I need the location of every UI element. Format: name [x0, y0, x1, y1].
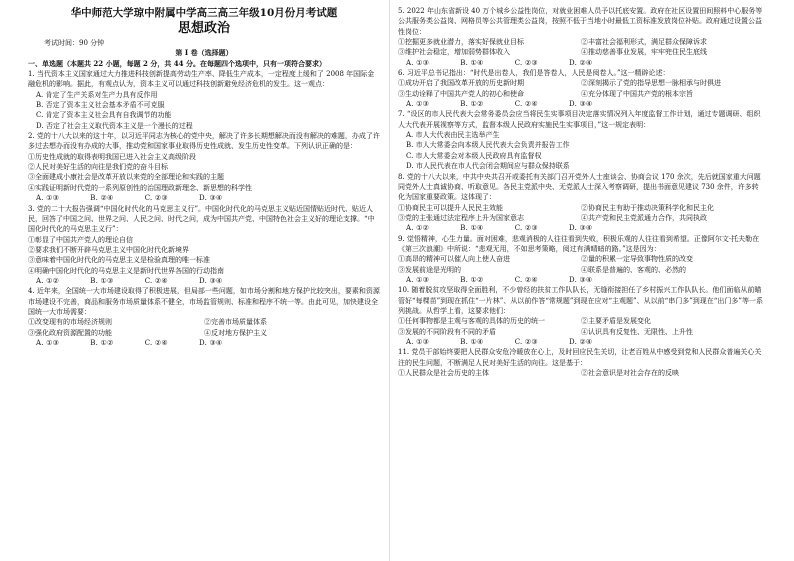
option: D. 市人民代表在市人代会闭会期间应与群众保持联系	[406, 162, 570, 171]
answer-choices	[398, 337, 764, 347]
statement-grid	[398, 368, 764, 378]
choice-a: A. ①②	[406, 224, 430, 233]
statement: ①任何事物都是主观与客观的具体的历史的统一	[398, 317, 545, 326]
statement: ①挖掘更多就业潜力，落实好保就业目标	[398, 38, 524, 47]
statement: ③维护社会稳定，增加弱势群体收入	[398, 48, 510, 57]
question-2	[28, 131, 380, 203]
question-stem: 10. 随着脱贫攻坚取得全面胜利，不少曾经的扶贫工作队队长，无缝衔接担任了乡村振兴工作队队长。他们面临从前瞄管好“每棵苗”到现在抓住“一片林”、从以前作答“常规题”到现在应对“主观题”、从以前“串门多”到现在“出门多”等一系列挑战。从哲学上看，这要求他们：	[398, 286, 763, 315]
statement-grid	[28, 317, 380, 338]
statement: ①高昂的精神可以催人向上使人奋进	[398, 255, 510, 264]
answer-choices	[28, 338, 380, 348]
statement: ④明确中国化时代化的马克思主义是新时代世界各国的行动指南	[28, 266, 224, 275]
statement: ②完善市场质量体系	[204, 318, 267, 327]
choice-a: A. ①③	[406, 58, 430, 67]
choice-d: D. ②④	[569, 58, 593, 67]
choice-b: B. ①④	[460, 338, 484, 346]
statement: ①成功开启了我国改革开放的历史新时期	[398, 79, 524, 88]
choice-b: B. ①②	[90, 338, 114, 347]
answer-choices	[28, 193, 380, 203]
question-10	[398, 285, 764, 347]
question-8	[398, 172, 764, 234]
question-stem: 4. 近年来，全国统一大市场建设取得了积极进展，但局部一些问题，如市场分割和地方保护比较突出，要素和资源市场建设不完善，商品和服务市场质量体系不健全，市场监管规则、标准和程序不统一等。由此可见，加快建设全国统一大市场需要：	[28, 287, 380, 316]
statement: ①人民群众是社会历史的主体	[398, 369, 489, 378]
choice-b: B. ①④	[460, 58, 484, 67]
choice-c: C. ②③	[514, 338, 538, 346]
statement: ③发展的不同阶段有不同的矛盾	[398, 327, 496, 336]
option: A. 肯定了生产关系对生产力具有反作用	[36, 90, 158, 99]
answer-choices	[398, 275, 764, 285]
statement: ②协商民主有助于推动决策科学化和民主化	[581, 203, 714, 212]
statement: ③全面建成小康社会是改革开放以来党的全部理论和实践的主题	[28, 173, 224, 182]
statement: ④认识具有反复性、无限性、上升性	[581, 327, 693, 336]
statement: ③党的主张通过法定程序上升为国家意志	[398, 213, 524, 222]
statement: ②人民对美好生活的向往是我们党的奋斗目标	[28, 163, 168, 172]
choice-c: C. ②④	[514, 100, 538, 109]
statement: ②主要矛盾是发展变化	[581, 317, 651, 326]
choice-b: B. ②④	[90, 194, 114, 203]
option: A. 市人大代表由民主选举产生	[406, 131, 500, 140]
choice-b: B. ①③	[90, 276, 114, 285]
choice-d: D. ③④	[569, 224, 593, 233]
choice-c: C. ②④	[144, 338, 168, 347]
choice-c: C. ②④	[514, 275, 538, 284]
choice-d: D. ③④	[569, 100, 593, 109]
statement-grid	[398, 254, 764, 275]
choice-a: A. ①③	[406, 275, 430, 284]
exam-title: 华中师范大学琼中附属中学高三高三年级10月份月考试题	[70, 7, 338, 19]
question-3	[28, 204, 380, 287]
answer-choices	[398, 99, 764, 109]
statement: ④共产党和民主党派通力合作，共同执政	[581, 213, 707, 222]
statement: ①彰显了中国共产党人的理论自信	[28, 235, 133, 244]
choice-c: C. ②③	[514, 224, 538, 233]
choice-a: A. ①③	[406, 100, 430, 109]
choice-c: C. ②④	[144, 276, 168, 285]
right-column	[398, 6, 764, 378]
exam-subject: 思想政治	[177, 21, 230, 36]
statement: ①改变现有的市场经济规则	[28, 318, 112, 327]
choice-d: D. ③④	[199, 194, 223, 203]
answer-choices	[398, 58, 764, 68]
question-6	[398, 68, 764, 109]
column-divider	[389, 0, 390, 561]
option: C. 肯定了资本主义社会具有自我调节的功能	[36, 111, 172, 120]
statement: ①协商民主可以提升人民民主效能	[398, 203, 503, 212]
question-stem: 2. 党的十八大以来的这十年，以习近平同志为核心的党中央，解决了许多长期想解决而没有解决的难题，办成了许多过去想办而没有办成的大事，推动党和国家事业取得历史性成就、发生历史性变革。下列认识正确的是：	[28, 132, 380, 151]
question-5	[398, 6, 764, 68]
choice-b: B. ①④	[460, 224, 484, 233]
answer-choices	[398, 223, 764, 233]
statement: ②要求我们不断开辟马克思主义中国化时代化新境界	[28, 245, 189, 254]
question-1	[28, 69, 380, 131]
option: D. 否定了社会主义取代资本主义是一个漫长的过程	[36, 121, 193, 130]
statement: ①历史性成就的取得表明我国已进入社会主义高级阶段	[28, 152, 196, 161]
statement: ③意味着中国化时代化的马克思主义是检验真理的唯一标准	[28, 256, 210, 265]
question-9	[398, 234, 764, 286]
statement-grid	[398, 316, 764, 337]
statement: ④联系是普遍的、客观的、必然的	[581, 265, 686, 274]
statement: ②社会意识是对社会存在的反映	[581, 369, 679, 378]
choice-a: A. ①③	[36, 194, 60, 203]
choice-b: B. ①②	[460, 100, 484, 109]
question-stem: 7. “设区的市人民代表大会常务委员会应当将民生实事项目决定落实情况列入年度监督工作计划，通过专题调研、组织人大代表开展视察等方式，监督本级人民政府实施民生实事项目，”这一规定表明：	[398, 110, 761, 129]
statement: ②深刻揭示了党的指导思想一脉相承与时俱进	[581, 79, 721, 88]
statement: ④实践证明新时代党的一系列原创性的治国理政新理念、新思想的科学性	[28, 183, 252, 192]
choice-c: C. ②③	[144, 194, 168, 203]
question-stem: 11. 党员干部始终要把人民群众安危冷暖放在心上，及时回应民生关切，让老百姓从中感受到党和人民群众普遍关心关注的民生问题，不断满足人民对美好生活的向往。这是基于：	[398, 348, 762, 367]
option: B. 市人大常委会向本级人民代表大会负责并报告工作	[406, 141, 570, 150]
choice-d: D. ③④	[199, 276, 223, 285]
choice-a: A. ①③	[406, 338, 430, 346]
question-stem: 8. 党的十八大以来，中共中央共召开或委托有关部门召开党外人士座谈会、协商会议 170 余次，先后就国家重大问题同党外人士真诚协商、听取意见。各民主党派中央、无党派人士深入考察调研，提出书面意见建议 730 余件，许多转化为国家重要政策。这体现了：	[398, 172, 761, 202]
question-stem: 5. 2022 年山东省新设 40 万个城乡公益性岗位，对就业困难人员予以托底安置。政府在社区设置田间照料中心服务等公共服务类公益岗、网格员等公共管理类公益岗，按照不低于当地小时最低工资标准发放岗位补贴。政府通过设置公益性岗位：	[398, 7, 763, 36]
option: B. 否定了资本主义社会基本矛盾不可克服	[36, 101, 165, 110]
left-column	[28, 6, 380, 348]
choice-b: B. ①②	[460, 275, 484, 284]
answer-choices	[28, 276, 380, 286]
question-4	[28, 286, 380, 348]
question-stem: 3. 党的二十大报告强调“中国化时代化的马克思主义行”。中国化时代化的马克思主义贴近国情贴近时代、贴近人民，回答了中国之问、世界之问、人民之问、时代之问，成为中国共产党、中国特色社会主义好的理论支撑。“中国化时代化的马克思主义行”：	[28, 204, 375, 234]
statement-grid	[398, 203, 764, 224]
statement: ④充分体现了中国共产党的根本宗旨	[581, 89, 693, 98]
statement: ③生动诠释了中国共产党人的初心和使命	[398, 89, 524, 98]
section-instructions: 一、单选题（本题共 22 小题，每题 2 分，共 44 分。在每题四个选项中，只有一项符合要求）	[28, 58, 326, 68]
choice-a: A. ①②	[36, 276, 60, 285]
choice-d: D. ③④	[569, 275, 593, 284]
option: C. 市人大常委会对本级人民政府具有监督权	[406, 151, 542, 160]
question-11	[398, 347, 764, 378]
statement-grid	[398, 37, 764, 58]
statement: ②丰富社会福利形式，满足群众保障诉求	[581, 38, 707, 47]
statement: ②量的积累一定导致事物性质的改变	[581, 255, 693, 264]
part-one-heading: 第 I 卷（选择题）	[175, 48, 233, 58]
statement: ④反对地方保护主义	[204, 328, 267, 337]
choice-c: C. ②③	[514, 58, 538, 67]
statement: ③发展前途是光明的	[398, 265, 461, 274]
question-stem: 9. 觉悟精神，心生力量。面对困难，悲观消极的人往往看到失败，积极乐观的人往往看到希望。正像阿尔文·托夫勒在《第三次浪潮》中所说：“悲观无用，不如思考策略，阅过有满晴暗的路。”这是因为：	[398, 234, 760, 253]
question-7	[398, 109, 764, 171]
choice-d: D. ②④	[569, 338, 593, 346]
statement: ④推动慈善事业发展，牢牢兜住民生底线	[581, 48, 707, 57]
question-stem: 1. 当代资本主义国家通过大力推进科技创新提高劳动生产率、降低生产成本，一定程度上缓和了 2008 年国际金融危机的影响。据此，有观点认为，资本主义可以通过科技创新避免经济危机的发生。这一观点：	[28, 70, 375, 89]
choice-a: A. ①③	[36, 338, 60, 347]
exam-time: 考试时间：90 分钟	[44, 39, 105, 47]
statement-grid	[398, 78, 764, 99]
statement: ③强化政府资源配置的功能	[28, 328, 112, 337]
choice-d: D. ③④	[199, 338, 223, 347]
question-stem: 6. 习近平总书记指出：“时代是出卷人，我们是答卷人，人民是阅卷人。”这一精辟论述：	[398, 69, 670, 78]
